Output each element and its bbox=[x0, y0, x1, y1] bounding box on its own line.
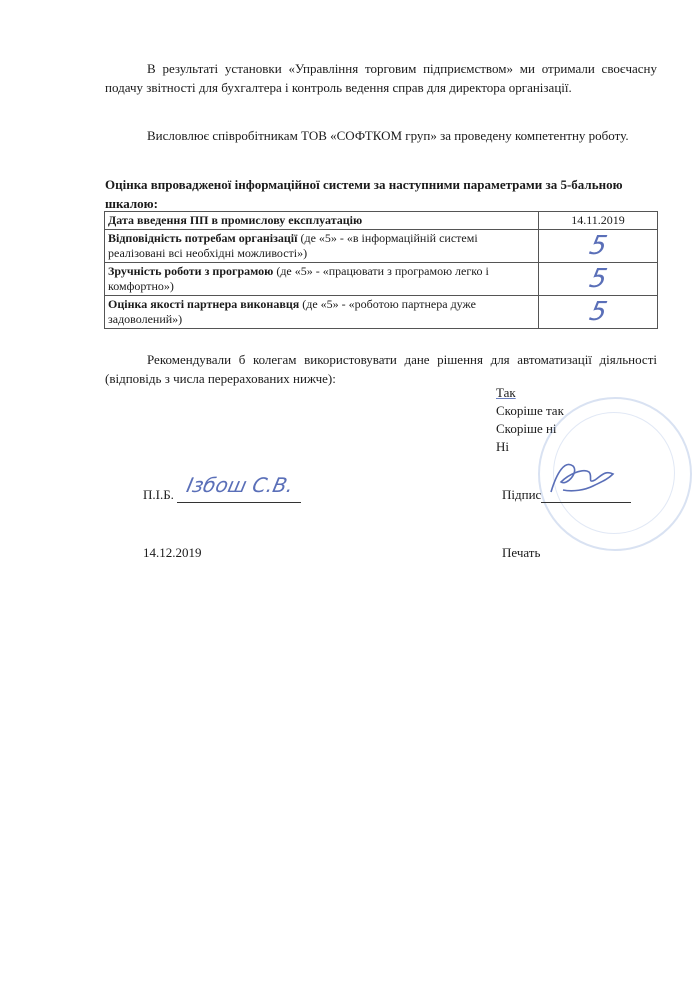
table-row bbox=[105, 296, 658, 329]
table-row bbox=[105, 230, 658, 263]
row-label-cell bbox=[105, 212, 539, 230]
row-label-cell bbox=[105, 263, 539, 296]
fio-handwritten: Ізбош С.В. bbox=[184, 473, 296, 497]
row-label: Оцінка якості партнера виконавця bbox=[108, 297, 300, 311]
signature-scribble bbox=[543, 452, 623, 498]
signature-field bbox=[502, 484, 631, 503]
row-label: Дата введення ПП в промислову експлуатацію bbox=[108, 213, 363, 227]
option-rather-yes: Скоріше так bbox=[496, 403, 564, 418]
row-label-cell bbox=[105, 230, 539, 263]
row-value-cell bbox=[539, 230, 658, 263]
table-row bbox=[105, 212, 658, 230]
row-description: (де «5» - «працювати з програмою легко і комфортно») bbox=[108, 264, 489, 293]
option-rather-no: Скоріше ні bbox=[496, 421, 557, 436]
handwritten-score: 5 bbox=[586, 231, 610, 261]
signature-label: Підпис bbox=[502, 487, 542, 502]
option-no: Ні bbox=[496, 439, 509, 454]
row-value-cell bbox=[539, 296, 658, 329]
fio-label: П.І.Б. bbox=[143, 487, 174, 502]
paragraph-thanks: Висловлює співробітникам ТОВ «СОФТКОМ груп» за проведену компетентну роботу. bbox=[147, 128, 629, 143]
document-date: 14.12.2019 bbox=[143, 545, 202, 560]
row-label: Відповідність потребам організації bbox=[108, 231, 298, 245]
implementation-date: 14.11.2019 bbox=[571, 213, 625, 227]
fio-field bbox=[143, 473, 301, 503]
rating-table bbox=[104, 211, 658, 329]
row-value-cell bbox=[539, 263, 658, 296]
handwritten-score: 5 bbox=[586, 264, 610, 294]
table-row bbox=[105, 263, 658, 296]
rating-heading: Оцінка впровадженої інформаційної системи за наступними параметрами за 5-бальною шкалою: bbox=[105, 177, 623, 211]
row-value-cell bbox=[539, 212, 658, 230]
paragraph-result: В результаті установки «Управління торговим підприємством» ми отримали своєчасну подачу звітності для бухгалтера і контроль ведення справ для директора організації. bbox=[105, 61, 657, 95]
option-yes: Так bbox=[496, 385, 516, 400]
signature-line bbox=[541, 484, 631, 503]
stamp-label: Печать bbox=[502, 545, 541, 560]
row-description: (де «5» - «роботою партнера дуже задоволений») bbox=[108, 297, 476, 326]
row-description: (де «5» - «в інформаційній системі реалізовані всі необхідні можливості») bbox=[108, 231, 478, 260]
recommend-text: Рекомендували б колегам використовувати дане рішення для автоматизації діяльності (відповідь з числа перерахованих нижче): bbox=[105, 352, 657, 386]
row-label: Зручність роботи з програмою bbox=[108, 264, 274, 278]
row-label-cell bbox=[105, 296, 539, 329]
handwritten-score: 5 bbox=[586, 297, 610, 327]
fio-line bbox=[177, 473, 301, 503]
